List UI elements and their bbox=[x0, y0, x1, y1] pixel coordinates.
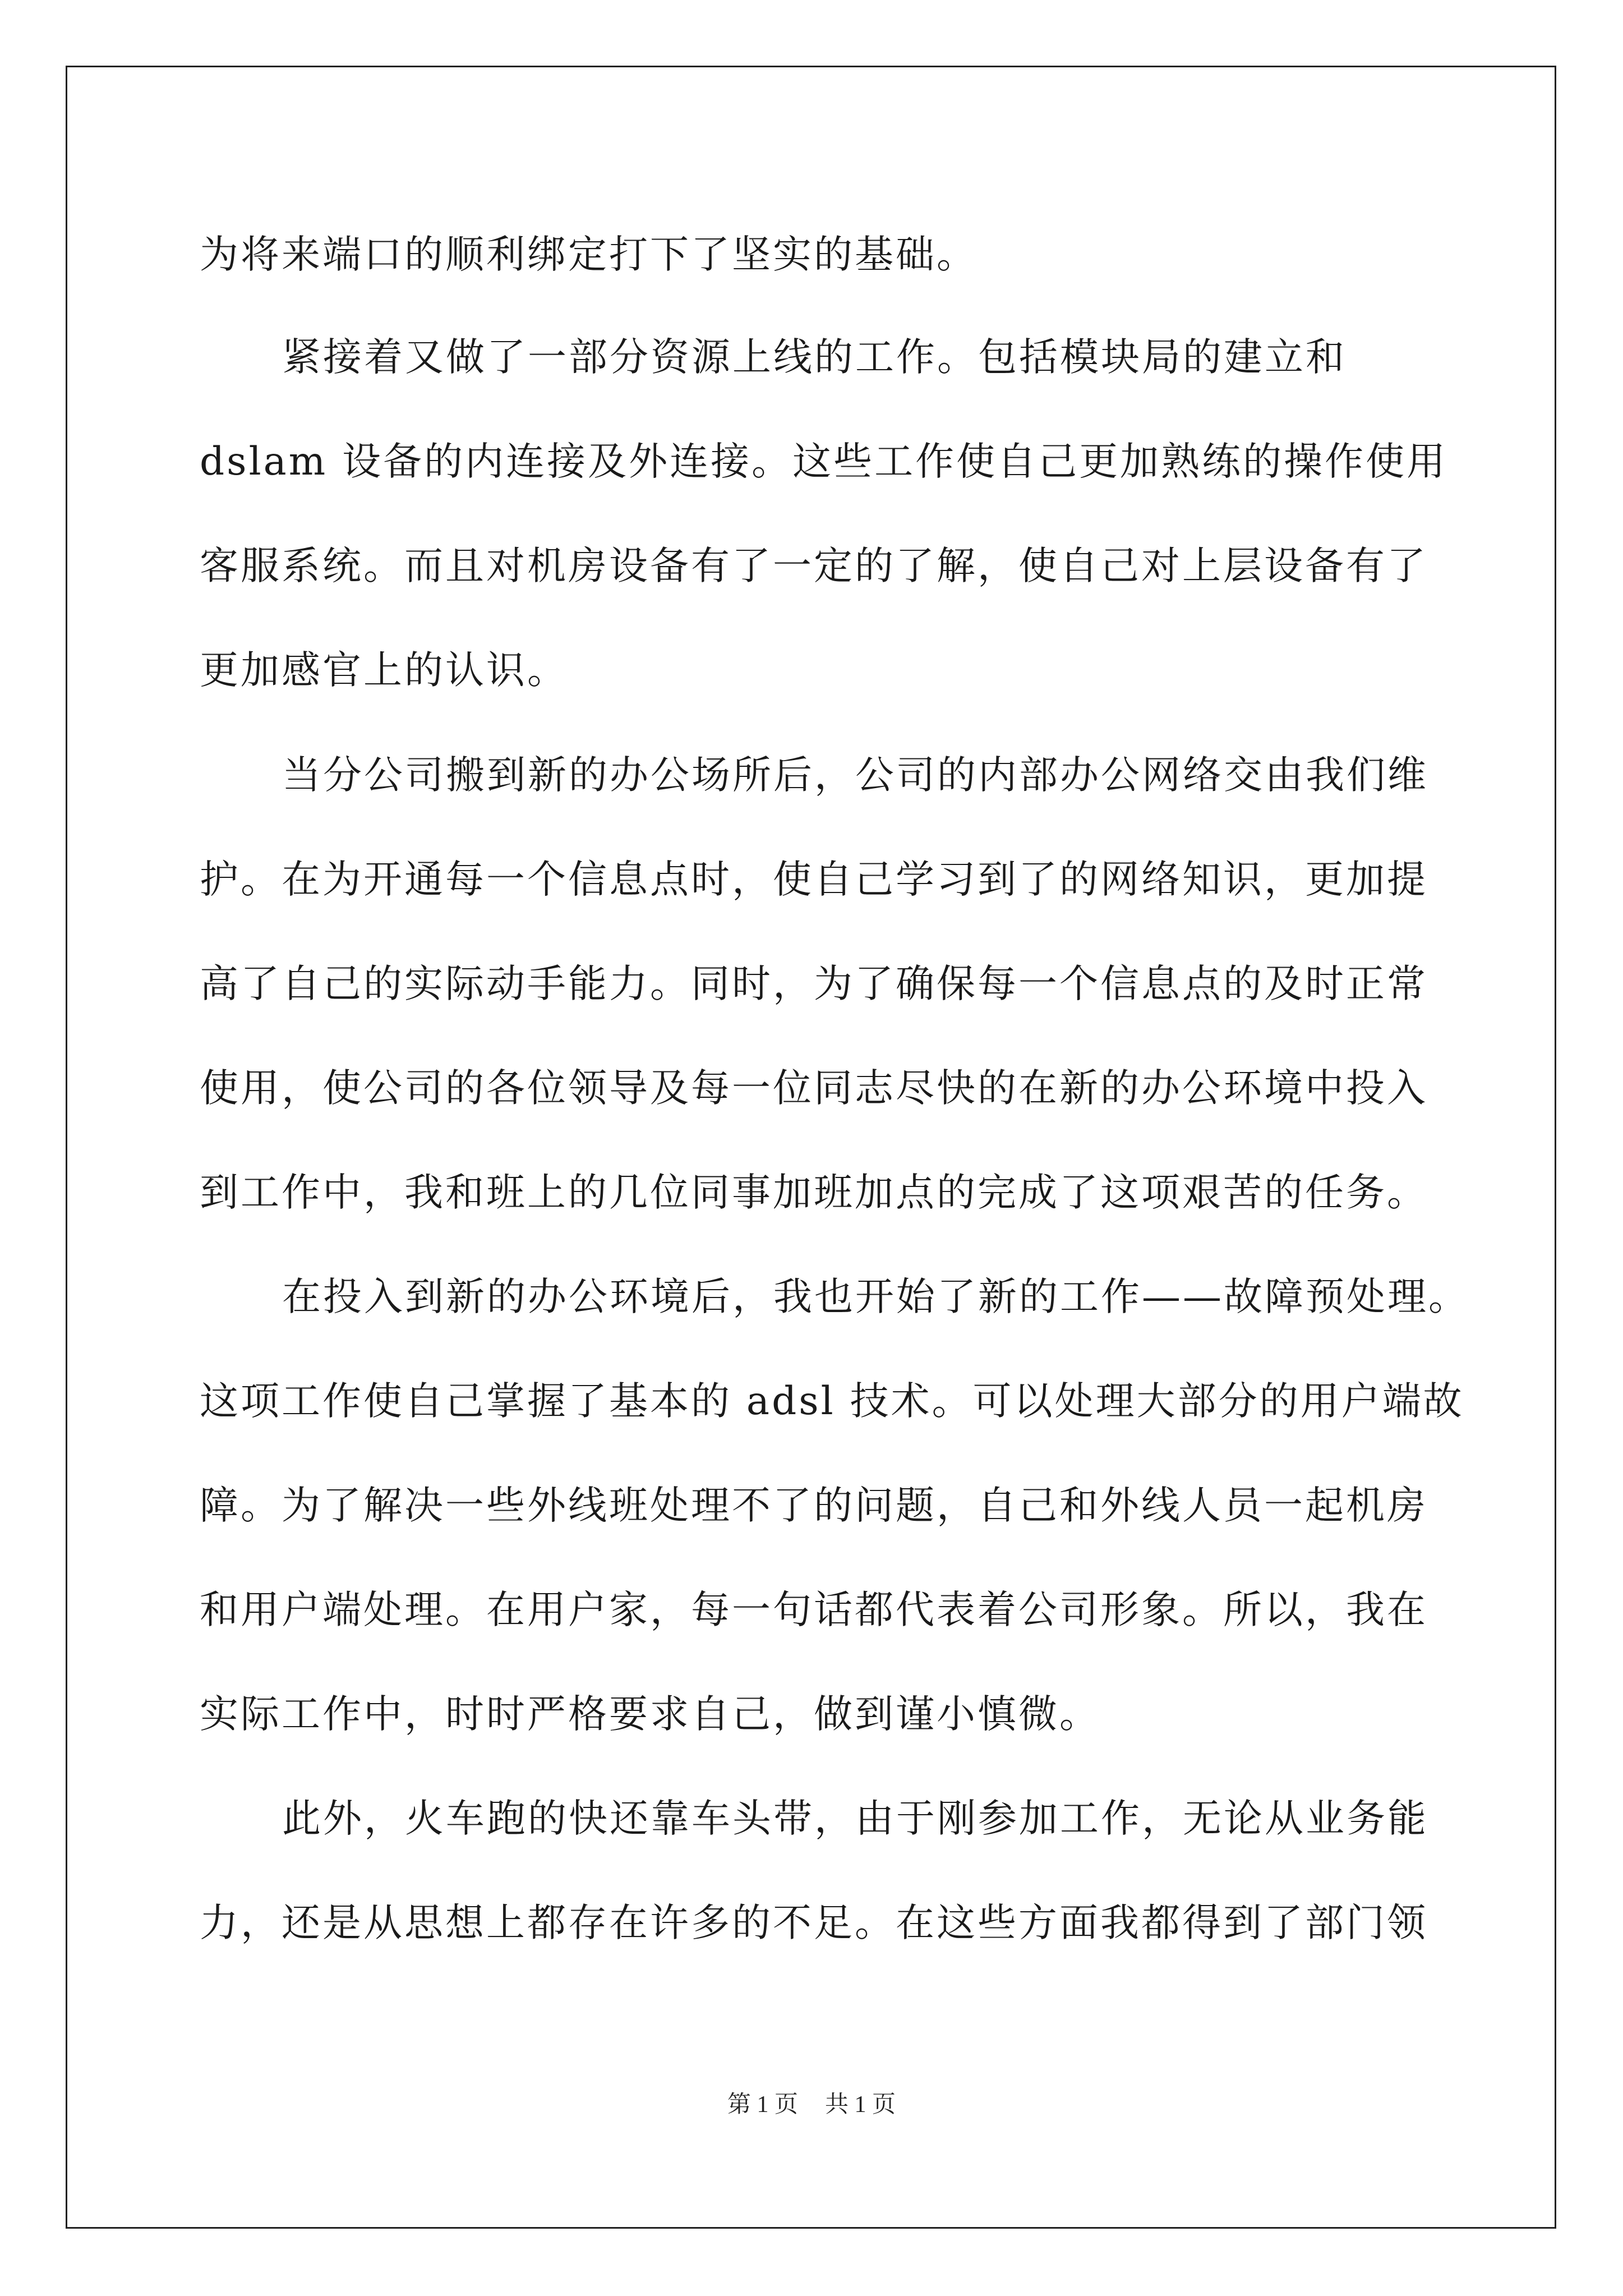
text-line: 使用，使公司的各位领导及每一位同志尽快的在新的办公环境中投入 bbox=[200, 1066, 1428, 1111]
paragraph-first-line: 在投入到新的办公环境后，我也开始了新的工作——故障预处理。 bbox=[282, 1274, 1469, 1319]
text-line: 力，还是从思想上都存在许多的不足。在这些方面我都得到了部门领 bbox=[200, 1901, 1428, 1945]
text-line: 和用户端处理。在用户家，每一句话都代表着公司形象。所以，我在 bbox=[200, 1588, 1428, 1632]
page-number: 第 1 页 bbox=[727, 2092, 798, 2118]
paragraph-first-line: 当分公司搬到新的办公场所后，公司的内部办公网络交由我们维 bbox=[282, 753, 1428, 798]
text-line: 更加感官上的认识。 bbox=[200, 648, 568, 693]
text-line: 高了自己的实际动手能力。同时，为了确保每一个信息点的及时正常 bbox=[200, 961, 1428, 1006]
paragraph-first-line: 紧接着又做了一部分资源上线的工作。包括模块局的建立和 bbox=[282, 335, 1347, 380]
page-total: 共 1 页 bbox=[825, 2092, 896, 2118]
page-footer bbox=[0, 2091, 1623, 2119]
paragraph-first-line: 此外，火车跑的快还靠车头带，由于刚参加工作，无论从业务能 bbox=[282, 1796, 1428, 1841]
text-line: 这项工作使自己掌握了基本的 adsl 技术。可以处理大部分的用户端故 bbox=[200, 1379, 1464, 1424]
text-line: 障。为了解决一些外线班处理不了的问题，自己和外线人员一起机房 bbox=[200, 1483, 1428, 1528]
text-line: 为将来端口的顺利绑定打下了坚实的基础。 bbox=[200, 232, 978, 277]
text-line: 实际工作中，时时严格要求自己，做到谨小慎微。 bbox=[200, 1692, 1100, 1737]
text-line: 客服系统。而且对机房设备有了一定的了解，使自己对上层设备有了 bbox=[200, 544, 1428, 588]
text-line: 到工作中，我和班上的几位同事加班加点的完成了这项艰苦的任务。 bbox=[200, 1170, 1428, 1215]
text-line: 护。在为开通每一个信息点时，使自己学习到了的网络知识，更加提 bbox=[200, 857, 1428, 902]
text-line: dslam 设备的内连接及外连接。这些工作使自己更加熟练的操作使用 bbox=[200, 439, 1448, 484]
